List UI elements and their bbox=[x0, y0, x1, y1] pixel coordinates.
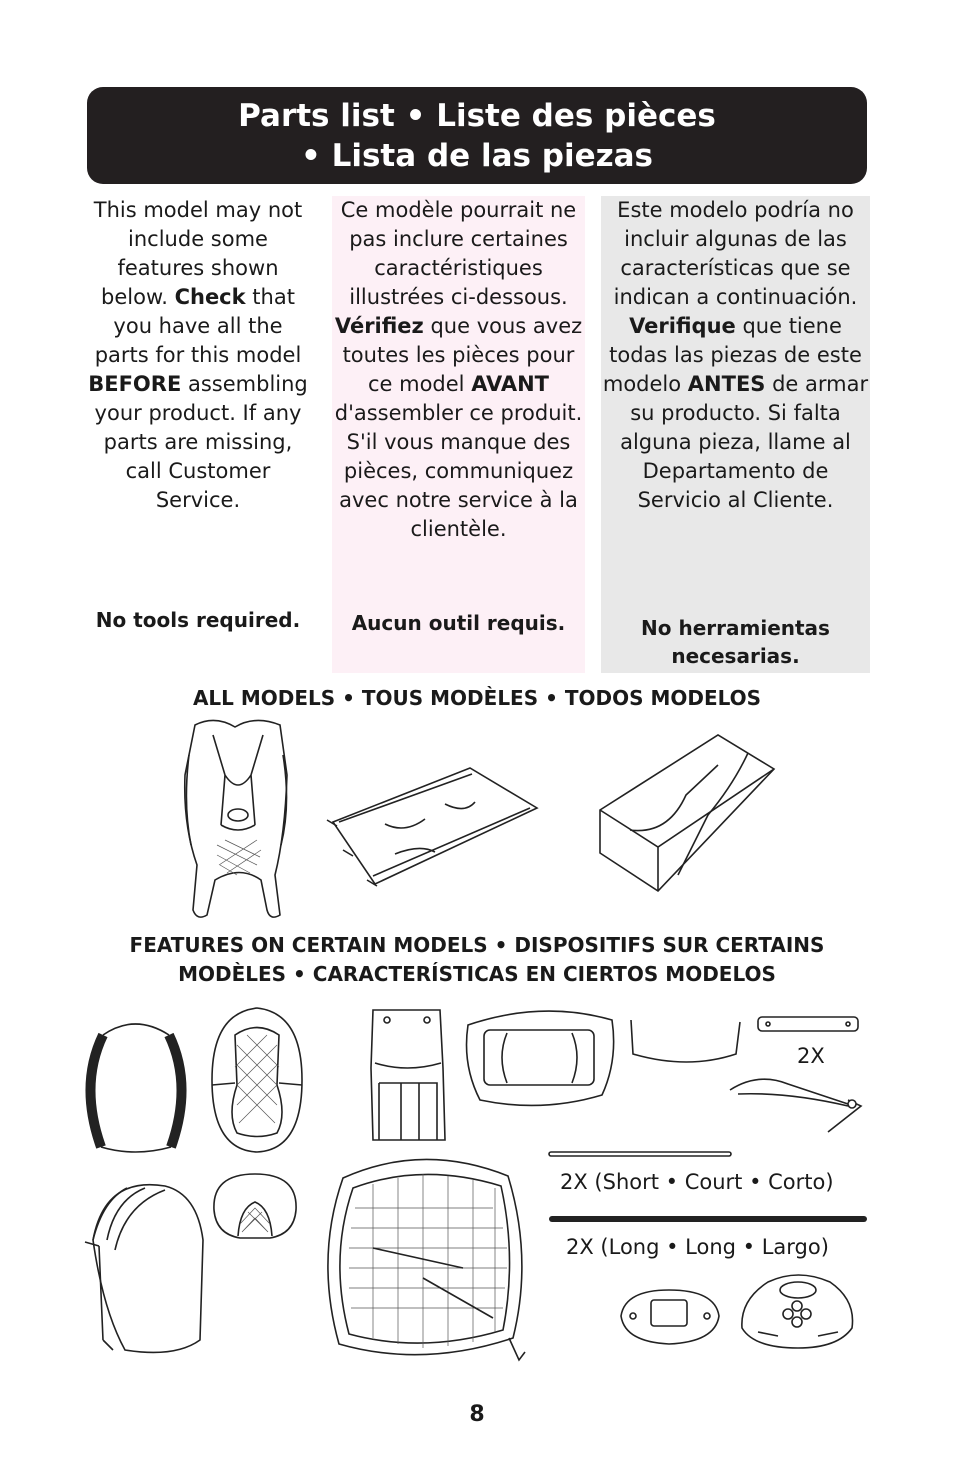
spanish-before: ANTES bbox=[687, 372, 766, 396]
short-rod-label: 2X (Short • Court • Corto) bbox=[560, 1170, 834, 1194]
parts-list-banner bbox=[87, 87, 867, 184]
seat-pad-illustration bbox=[207, 1005, 307, 1155]
short-rod-illustration bbox=[548, 1150, 733, 1160]
banner-title-line1: Parts list • Liste des pièces bbox=[238, 98, 716, 134]
spanish-text-b: que tiene todas las piezas de este modelo bbox=[602, 314, 862, 396]
sound-unit-illustration bbox=[738, 1270, 856, 1350]
french-before: AVANT bbox=[471, 372, 550, 396]
page-number: 8 bbox=[469, 1402, 485, 1427]
spanish-text-a: Este modelo podría no incluir algunas de las características que se indican a continuación. bbox=[613, 198, 858, 309]
tube-connector-illustration bbox=[756, 1014, 862, 1036]
canopy-wire-illustration bbox=[628, 1018, 743, 1070]
english-intro bbox=[86, 196, 310, 515]
spanish-intro bbox=[601, 196, 870, 515]
features-heading bbox=[60, 931, 894, 989]
head-support-illustration bbox=[210, 1172, 300, 1242]
english-text-b: that you have all the parts for this model bbox=[94, 285, 302, 367]
french-text-a: Ce modèle pourrait ne pas inclure certaines caractéristiques illustrées ci-dessous. bbox=[340, 198, 577, 309]
spanish-column bbox=[601, 196, 870, 673]
mobile-base-illustration bbox=[615, 1286, 723, 1348]
bassinet-canopy-illustration bbox=[462, 1005, 617, 1110]
seat-frame-illustration bbox=[85, 1015, 190, 1155]
features-heading-line1: FEATURES ON CERTAIN MODELS • DISPOSITIFS SUR CERTAINS bbox=[129, 933, 825, 957]
carry-bag-illustration bbox=[598, 735, 776, 895]
english-text-a: This model may not include some features shown below. bbox=[93, 198, 303, 309]
leg-bracket-illustration bbox=[728, 1070, 866, 1138]
banner-title-line2: • Lista de las piezas bbox=[300, 138, 654, 174]
qty-2x-label: 2X bbox=[797, 1044, 825, 1068]
spanish-text-c: de armar su producto. Si falta alguna pieza, llame al Departamento de Servicio al Cliente. bbox=[620, 372, 869, 512]
french-intro bbox=[332, 196, 585, 544]
all-models-heading: ALL MODELS • TOUS MODÈLES • TODOS MODELOS bbox=[192, 686, 762, 710]
french-check: Vérifiez bbox=[334, 314, 424, 338]
english-no-tools: No tools required. bbox=[95, 608, 301, 632]
long-rod-label: 2X (Long • Long • Largo) bbox=[566, 1235, 829, 1259]
french-text-b: que vous avez toutes les pièces pour ce model bbox=[342, 314, 583, 396]
mattress-pad-illustration bbox=[325, 764, 540, 889]
english-check: Check bbox=[174, 285, 246, 309]
playard-floor-mesh-illustration bbox=[313, 1148, 533, 1370]
long-rod-illustration bbox=[548, 1213, 868, 1225]
french-column bbox=[332, 196, 585, 673]
swing-seat-illustration bbox=[175, 715, 305, 925]
english-before: BEFORE bbox=[88, 372, 182, 396]
storage-pocket-illustration bbox=[365, 1008, 450, 1143]
canopy-hood-illustration bbox=[85, 1180, 205, 1358]
spanish-no-tools: No herramientas necesarias. bbox=[641, 616, 830, 668]
features-heading-line2: MODÈLES • CARACTERÍSTICAS EN CIERTOS MODELOS bbox=[178, 962, 776, 986]
english-column bbox=[86, 196, 310, 632]
french-no-tools: Aucun outil requis. bbox=[351, 611, 566, 635]
spanish-check: Verifique bbox=[629, 314, 736, 338]
french-text-c: d'assembler ce produit. S'il vous manque des pièces, communiquez avec notre service à la clientèle. bbox=[334, 401, 583, 541]
english-text-c: assembling your product. If any parts are missing, call Customer Service. bbox=[94, 372, 308, 512]
